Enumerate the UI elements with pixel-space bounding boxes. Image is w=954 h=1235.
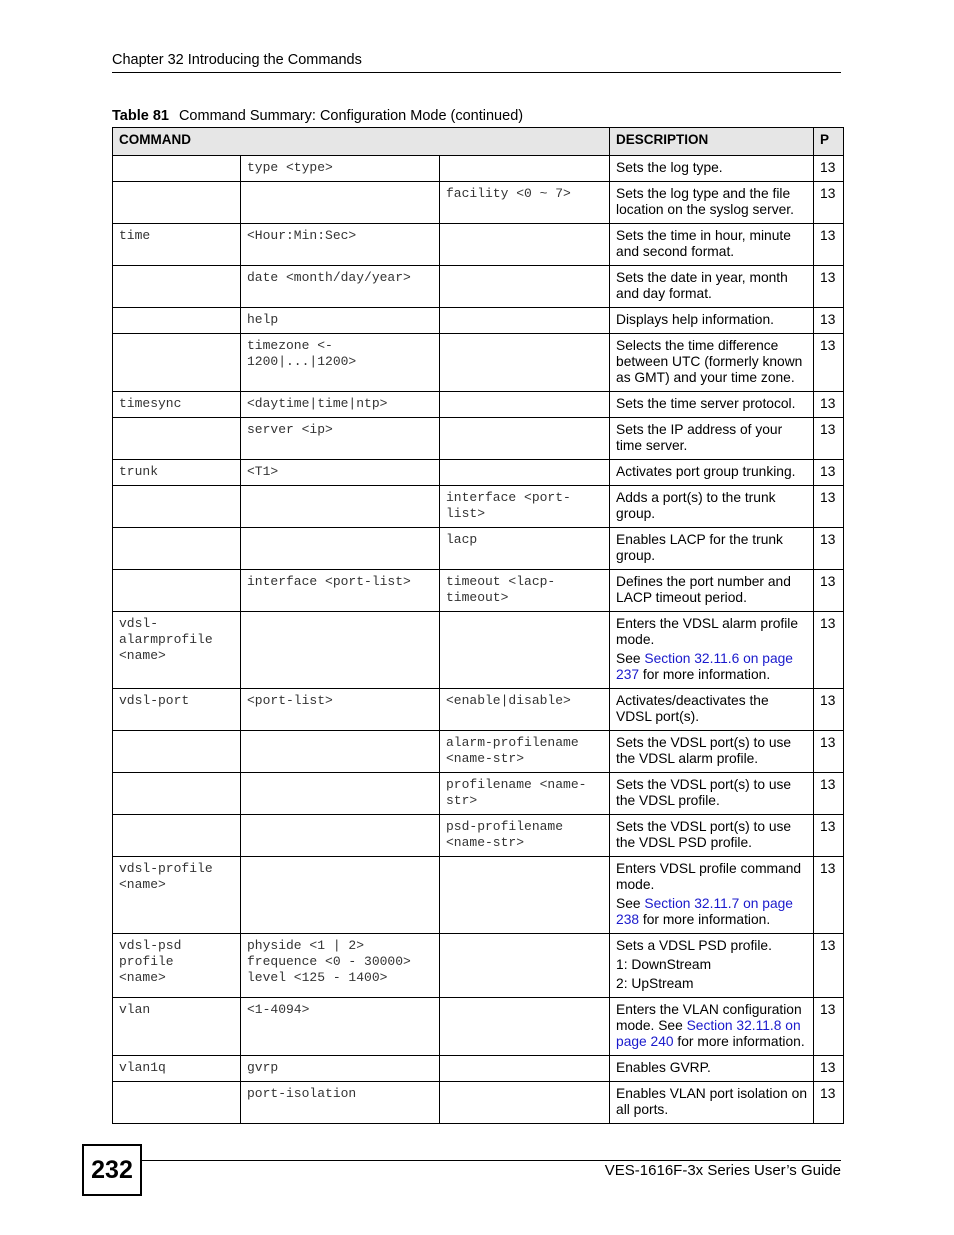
description-text: Enables GVRP. xyxy=(616,1060,711,1075)
description-cell xyxy=(610,308,814,334)
header-command: COMMAND xyxy=(113,128,610,156)
page-cell: 13 xyxy=(814,570,844,612)
subargument-cell: lacp xyxy=(440,528,610,570)
header-rule xyxy=(112,72,841,73)
description-cell xyxy=(610,266,814,308)
table-row xyxy=(113,392,844,418)
page-cell: 13 xyxy=(814,334,844,392)
page-cell: 13 xyxy=(814,815,844,857)
subargument-cell: psd-profilename <name-str> xyxy=(440,815,610,857)
description-line: 1: DownStream xyxy=(616,957,712,972)
description-text: Enables LACP for the trunk group. xyxy=(616,532,783,563)
guide-title: VES-1616F-3x Series User’s Guide xyxy=(604,1162,841,1179)
argument-cell xyxy=(241,731,440,773)
page-cell: 13 xyxy=(814,731,844,773)
command-cell xyxy=(113,266,241,308)
description-cell xyxy=(610,731,814,773)
argument-cell: date <month/day/year> xyxy=(241,266,440,308)
command-cell: time xyxy=(113,224,241,266)
page-cell: 13 xyxy=(814,460,844,486)
table-row xyxy=(113,689,844,731)
subargument-cell: alarm-profilename <name-str> xyxy=(440,731,610,773)
see-also xyxy=(616,651,807,683)
description-cell xyxy=(610,528,814,570)
header-description: DESCRIPTION xyxy=(610,128,814,156)
header-page: P xyxy=(814,128,844,156)
argument-cell: physide <1 | 2> frequence <0 - 30000> level <125 - 1400> xyxy=(241,934,440,998)
command-cell xyxy=(113,815,241,857)
command-cell xyxy=(113,528,241,570)
page-cell: 13 xyxy=(814,266,844,308)
page-cell: 13 xyxy=(814,934,844,998)
see-also xyxy=(616,896,807,928)
page-cell: 13 xyxy=(814,857,844,934)
command-cell: vlan1q xyxy=(113,1056,241,1082)
table-caption xyxy=(112,108,523,124)
command-summary-table xyxy=(112,127,844,1124)
table-row xyxy=(113,857,844,934)
see-prefix: See xyxy=(616,651,645,666)
subargument-cell xyxy=(440,460,610,486)
description-cell xyxy=(610,773,814,815)
description-text: Sets the IP address of your time server. xyxy=(616,422,783,453)
page-cell: 13 xyxy=(814,418,844,460)
argument-cell: help xyxy=(241,308,440,334)
page-cell: 13 xyxy=(814,773,844,815)
description-text: Enters the VLAN configuration mode. See xyxy=(616,1002,802,1033)
description-cell xyxy=(610,998,814,1056)
description-text: Sets the time in hour, minute and second format. xyxy=(616,228,791,259)
footer-rule xyxy=(140,1160,841,1161)
section-link[interactable]: Section 32.11.6 on page 237 xyxy=(616,651,793,682)
description-text: Sets the VDSL port(s) to use the VDSL PSD profile. xyxy=(616,819,792,850)
description-text: Sets the log type. xyxy=(616,160,723,175)
table-row xyxy=(113,156,844,182)
description-cell xyxy=(610,612,814,689)
description-text: Activates/deactivates the VDSL port(s). xyxy=(616,693,769,724)
description-cell xyxy=(610,815,814,857)
description-text: Sets the date in year, month and day format. xyxy=(616,270,788,301)
argument-cell: type <type> xyxy=(241,156,440,182)
description-cell xyxy=(610,224,814,266)
description-cell xyxy=(610,934,814,998)
see-prefix: See xyxy=(616,896,645,911)
argument-cell xyxy=(241,773,440,815)
page-cell: 13 xyxy=(814,689,844,731)
subargument-cell xyxy=(440,857,610,934)
table-row xyxy=(113,773,844,815)
table-row xyxy=(113,418,844,460)
description-after: for more information. xyxy=(639,912,771,927)
argument-cell: <daytime|time|ntp> xyxy=(241,392,440,418)
description-text: Activates port group trunking. xyxy=(616,464,796,479)
argument-cell xyxy=(241,528,440,570)
page-cell: 13 xyxy=(814,224,844,266)
description-text: Sets the log type and the file location on the syslog server. xyxy=(616,186,794,217)
table-body xyxy=(113,156,844,1124)
chapter-header: Chapter 32 Introducing the Commands xyxy=(112,52,362,68)
command-cell: trunk xyxy=(113,460,241,486)
argument-cell: gvrp xyxy=(241,1056,440,1082)
description-text: Displays help information. xyxy=(616,312,774,327)
command-cell xyxy=(113,731,241,773)
command-cell xyxy=(113,570,241,612)
subargument-cell: <enable|disable> xyxy=(440,689,610,731)
table-caption-label: Table 81 xyxy=(112,108,169,124)
section-link[interactable]: Section 32.11.8 on page 240 xyxy=(616,1018,801,1049)
argument-cell xyxy=(241,486,440,528)
argument-cell: <T1> xyxy=(241,460,440,486)
table-row xyxy=(113,570,844,612)
description-cell xyxy=(610,182,814,224)
page-cell: 13 xyxy=(814,1056,844,1082)
command-cell: timesync xyxy=(113,392,241,418)
description-cell xyxy=(610,1056,814,1082)
table-row xyxy=(113,1082,844,1124)
table-row xyxy=(113,1056,844,1082)
page-cell: 13 xyxy=(814,308,844,334)
subargument-cell xyxy=(440,998,610,1056)
command-cell xyxy=(113,773,241,815)
subargument-cell xyxy=(440,1082,610,1124)
description-text: Defines the port number and LACP timeout period. xyxy=(616,574,791,605)
command-cell xyxy=(113,418,241,460)
description-cell xyxy=(610,857,814,934)
argument-cell: <Hour:Min:Sec> xyxy=(241,224,440,266)
subargument-cell xyxy=(440,308,610,334)
command-cell: vdsl-port xyxy=(113,689,241,731)
argument-cell: server <ip> xyxy=(241,418,440,460)
command-cell xyxy=(113,182,241,224)
description-cell xyxy=(610,156,814,182)
command-cell xyxy=(113,334,241,392)
description-after: for more information. xyxy=(639,667,771,682)
page-cell: 13 xyxy=(814,392,844,418)
table-row xyxy=(113,731,844,773)
table-row xyxy=(113,266,844,308)
argument-cell xyxy=(241,612,440,689)
table-header-row xyxy=(113,128,844,156)
page-cell: 13 xyxy=(814,156,844,182)
subargument-cell xyxy=(440,334,610,392)
page-cell: 13 xyxy=(814,1082,844,1124)
description-cell xyxy=(610,460,814,486)
command-cell: vdsl-profile <name> xyxy=(113,857,241,934)
description-text: Enters the VDSL alarm profile mode. xyxy=(616,616,799,647)
table-row xyxy=(113,334,844,392)
table-row xyxy=(113,182,844,224)
description-text: Selects the time difference between UTC (formerly known as GMT) and your time zone. xyxy=(616,338,803,385)
description-cell xyxy=(610,486,814,528)
page-cell: 13 xyxy=(814,182,844,224)
description-after: for more information. xyxy=(673,1034,805,1049)
section-link[interactable]: Section 32.11.7 on page 238 xyxy=(616,896,793,927)
table-row xyxy=(113,815,844,857)
page-cell: 13 xyxy=(814,528,844,570)
description-text: Sets the VDSL port(s) to use the VDSL alarm profile. xyxy=(616,735,792,766)
command-cell: vdsl- alarmprofile <name> xyxy=(113,612,241,689)
table-row xyxy=(113,998,844,1056)
subargument-cell: interface <port- list> xyxy=(440,486,610,528)
table-caption-title: Command Summary: Configuration Mode (continued) xyxy=(178,108,524,124)
description-cell xyxy=(610,689,814,731)
description-text: Enters VDSL profile command mode. xyxy=(616,861,802,892)
description-text: Sets the VDSL port(s) to use the VDSL profile. xyxy=(616,777,792,808)
subargument-cell xyxy=(440,156,610,182)
subargument-cell xyxy=(440,934,610,998)
argument-cell: timezone <- 1200|...|1200> xyxy=(241,334,440,392)
argument-cell: port-isolation xyxy=(241,1082,440,1124)
argument-cell xyxy=(241,857,440,934)
subargument-cell: facility <0 ~ 7> xyxy=(440,182,610,224)
table-row xyxy=(113,460,844,486)
table-row xyxy=(113,224,844,266)
description-text: Sets the time server protocol. xyxy=(616,396,796,411)
description-line: 2: UpStream xyxy=(616,976,694,991)
subargument-cell xyxy=(440,418,610,460)
table-row xyxy=(113,308,844,334)
command-cell xyxy=(113,1082,241,1124)
command-cell xyxy=(113,156,241,182)
page-cell: 13 xyxy=(814,998,844,1056)
description-text: Sets a VDSL PSD profile. xyxy=(616,938,772,953)
subargument-cell xyxy=(440,224,610,266)
page-cell: 13 xyxy=(814,612,844,689)
command-cell: vdsl-psd profile <name> xyxy=(113,934,241,998)
table-row xyxy=(113,486,844,528)
table-row xyxy=(113,528,844,570)
command-cell: vlan xyxy=(113,998,241,1056)
argument-cell xyxy=(241,182,440,224)
subargument-cell: profilename <name- str> xyxy=(440,773,610,815)
description-cell xyxy=(610,418,814,460)
page-cell: 13 xyxy=(814,486,844,528)
subargument-cell xyxy=(440,392,610,418)
subargument-cell xyxy=(440,1056,610,1082)
table-row xyxy=(113,934,844,998)
table-row xyxy=(113,612,844,689)
description-cell xyxy=(610,392,814,418)
command-cell xyxy=(113,308,241,334)
argument-cell: <1-4094> xyxy=(241,998,440,1056)
description-cell xyxy=(610,334,814,392)
page-number: 232 xyxy=(82,1144,142,1196)
argument-cell: interface <port-list> xyxy=(241,570,440,612)
argument-cell: <port-list> xyxy=(241,689,440,731)
description-cell xyxy=(610,1082,814,1124)
description-text: Enables VLAN port isolation on all ports. xyxy=(616,1086,807,1117)
subargument-cell xyxy=(440,266,610,308)
description-text: Adds a port(s) to the trunk group. xyxy=(616,490,776,521)
subargument-cell xyxy=(440,612,610,689)
command-cell xyxy=(113,486,241,528)
subargument-cell: timeout <lacp- timeout> xyxy=(440,570,610,612)
description-cell xyxy=(610,570,814,612)
argument-cell xyxy=(241,815,440,857)
